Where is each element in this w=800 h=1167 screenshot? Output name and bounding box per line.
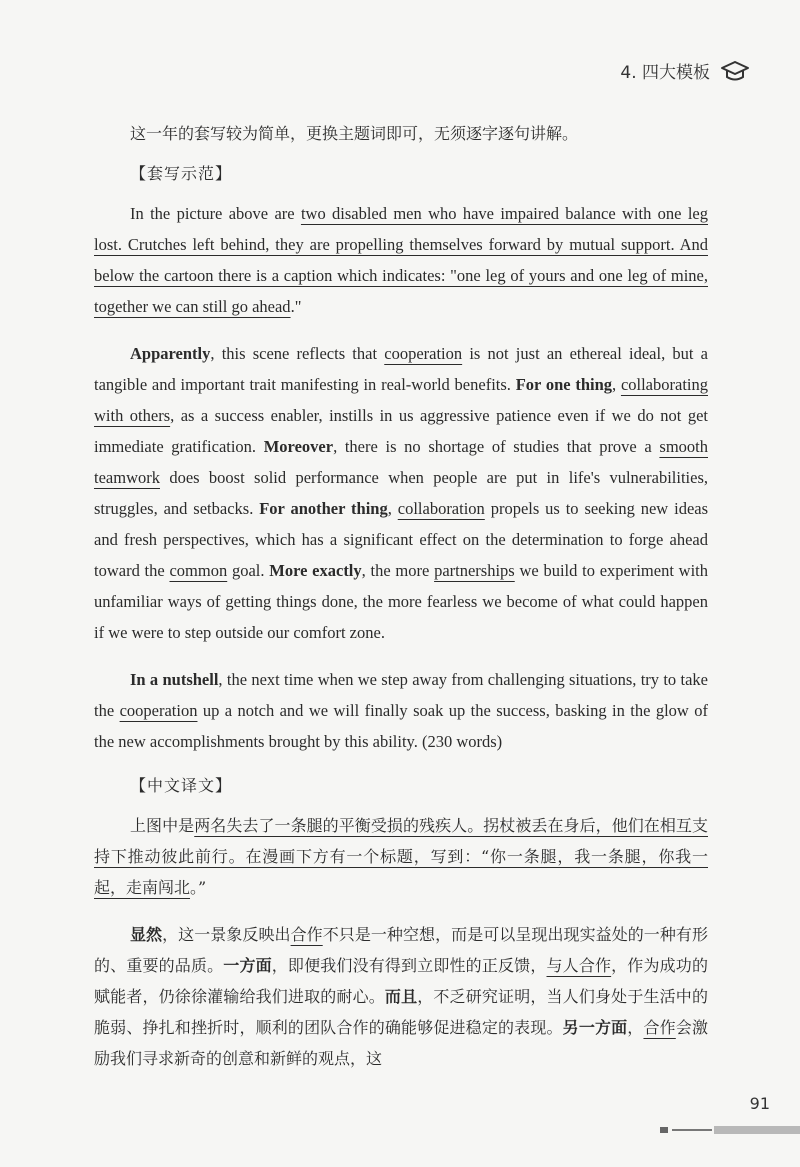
footer-strip <box>714 1126 800 1134</box>
intro-text: 这一年的套写较为简单，更换主题词即可，无须逐字逐句讲解。 <box>130 124 579 143</box>
text: , the more <box>361 561 435 580</box>
text: , there is no shortage of studies that prove a <box>333 437 660 456</box>
page-number: 91 <box>749 1094 770 1113</box>
text: , the next time when we step away from challenging situations, try to take the <box>94 670 708 720</box>
en-paragraph-3 <box>94 664 708 757</box>
underlined-text: smooth teamwork <box>94 437 708 487</box>
chapter-header <box>620 58 750 83</box>
cn-paragraph-1 <box>94 810 708 903</box>
text: 。” <box>190 878 207 897</box>
bold-text: For another thing <box>259 499 388 518</box>
text: , <box>387 499 398 518</box>
underlined-text: collaboration <box>397 499 485 518</box>
bold-text: Apparently <box>130 344 211 363</box>
text: ，即便我们没有得到立即性的正反馈， <box>271 956 547 975</box>
text: , this scene reflects that <box>210 344 385 363</box>
text: propels us to seeking new ideas and fresh perspectives, which has a significant effect on the determination to forge ahead toward the <box>94 499 709 580</box>
underlined-text: partnerships <box>434 561 515 580</box>
underlined-text: cooperation <box>119 701 198 720</box>
underlined-text: 合作 <box>290 925 323 944</box>
underlined-text: cooperation <box>384 344 463 363</box>
model-label: 【套写示范】 <box>130 164 233 183</box>
bold-text: 显然 <box>130 925 163 944</box>
text: we build to experiment with unfamiliar ways of getting things done, the more fearless we become of what could happen if we were to step outside our comfort zone. <box>94 561 708 642</box>
text: 不只是一种空想，而是可以呈现出现实益处的一种有形的、重要的品质。 <box>94 925 708 975</box>
bold-text: For one thing <box>515 375 613 394</box>
bold-text: 另一方面 <box>562 1018 628 1037</box>
cn-paragraph-2 <box>94 919 708 1074</box>
text: ，这一景象反映出 <box>162 925 291 944</box>
footer-line <box>672 1129 712 1131</box>
bold-text: More exactly <box>269 561 362 580</box>
graduation-cap-icon <box>720 60 750 82</box>
text: ." <box>290 297 302 316</box>
translation-label: 【中文译文】 <box>130 776 233 795</box>
underlined-text: collaborating with others <box>94 375 708 425</box>
en-paragraph-1 <box>94 198 708 322</box>
bold-text: In a nutshell <box>130 670 219 689</box>
text: does boost solid performance when people are put in life's vulnerabilities, struggles, and setbacks. <box>94 468 708 518</box>
underlined-text: two disabled men who have impaired balance with one leg lost. Crutches left behind, they are propelling themselves forward by mutual support. And below the cartoon there is a caption which indicates: "one leg of yours and one leg of mine, together we can still go ahead <box>94 204 708 316</box>
text: 会激励我们寻求新奇的创意和新鲜的观点，这 <box>94 1018 708 1068</box>
text: up a notch and we will finally soak up the success, basking in the glow of the new accomplishments brought by this ability. (230 words) <box>94 701 708 751</box>
text: , as a success enabler, instills in us aggressive patience even if we do not get immediate gratification. <box>94 406 708 456</box>
underlined-text: 合作 <box>643 1018 676 1037</box>
bold-text: 一方面 <box>223 956 272 975</box>
underlined-text: 与人合作 <box>546 956 612 975</box>
bold-text: Moreover <box>263 437 334 456</box>
en-paragraph-2 <box>94 338 708 648</box>
text: 上图中是 <box>130 816 195 835</box>
text: ， <box>627 1018 644 1037</box>
text: ，作为成功的赋能者，仍徐徐灌输给我们进取的耐心。 <box>94 956 708 1006</box>
text: is not just an ethereal ideal, but a tangible and important trait manifesting in real-world benefits. <box>94 344 708 394</box>
bold-text: 而且 <box>384 987 418 1006</box>
underlined-text: common <box>169 561 228 580</box>
text: ，不乏研究证明，当人们身处于生活中的脆弱、挣扎和挫折时，顺利的团队合作的确能够促进稳定的表现。 <box>94 987 708 1037</box>
underlined-text: 两名失去了一条腿的平衡受损的残疾人。拐杖被丢在身后，他们在相互支持下推动彼此前行。在漫画下方有一个标题，写到：“你一条腿，我一条腿，你我一起，走南闯北 <box>94 816 708 897</box>
text: goal. <box>227 561 270 580</box>
chapter-title: 4. 四大模板 <box>620 63 710 83</box>
page-content <box>94 118 708 1090</box>
text: , <box>612 375 621 394</box>
footer-decoration <box>660 1124 800 1136</box>
footer-block <box>660 1127 668 1133</box>
text: In the picture above are <box>130 204 301 223</box>
